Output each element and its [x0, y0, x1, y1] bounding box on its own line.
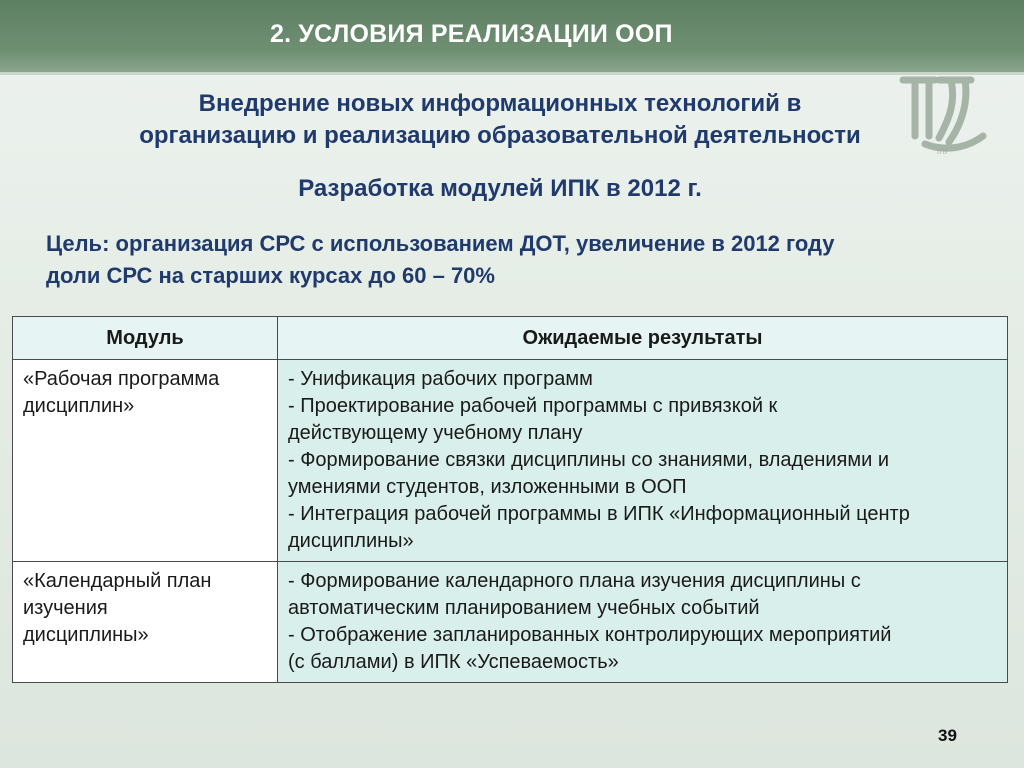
column-header-results: Ожидаемые результаты — [278, 317, 1008, 360]
result-line: - Интеграция рабочей программы в ИПК «Информационный центр — [288, 503, 910, 525]
result-line: - Унификация рабочих программ — [288, 368, 593, 390]
module-cell — [13, 360, 278, 562]
module-line: «Календарный план — [23, 570, 212, 592]
result-line: - Формирование календарного плана изучения дисциплины с — [288, 570, 861, 592]
table-header-row — [13, 317, 1008, 360]
goal-text — [46, 228, 1006, 292]
header-band — [0, 0, 1024, 75]
result-line: - Проектирование рабочей программы с привязкой к — [288, 395, 778, 417]
section-heading: Разработка модулей ИПК в 2012 г. — [298, 175, 702, 202]
result-line: (с баллами) в ИПК «Успеваемость» — [288, 651, 619, 673]
results-cell — [278, 360, 1008, 562]
column-header-module: Модуль — [13, 317, 278, 360]
result-line: - Формирование связки дисциплины со знаниями, владениями и — [288, 449, 890, 471]
slide-title: 2. УСЛОВИЯ РЕАЛИЗАЦИИ ООП — [270, 20, 673, 48]
goal-line: доли СРС на старших курсах до 60 – 70% — [46, 263, 495, 288]
module-line: изучения — [23, 597, 108, 619]
module-line: дисциплин» — [23, 395, 135, 417]
result-line: умениями студентов, изложенными в ООП — [288, 476, 687, 498]
result-line: - Отображение запланированных контролирующих мероприятий — [288, 624, 892, 646]
subtitle-line: организацию и реализацию образовательной деятельности — [139, 122, 861, 149]
modules-table — [12, 316, 1008, 683]
table-row — [13, 360, 1008, 562]
table-row — [13, 562, 1008, 683]
svg-text:ТПУ: ТПУ — [936, 150, 948, 156]
result-line: дисциплины» — [288, 530, 414, 552]
module-line: «Рабочая программа — [23, 368, 220, 390]
result-line: автоматическим планированием учебных событий — [288, 597, 760, 619]
goal-line: Цель: организация СРС с использованием ДОТ, увеличение в 2012 году — [46, 231, 835, 256]
results-cell — [278, 562, 1008, 683]
subtitle — [40, 88, 960, 152]
page-number: 39 — [938, 726, 957, 745]
result-line: действующему учебному плану — [288, 422, 583, 444]
module-cell — [13, 562, 278, 683]
subtitle-line: Внедрение новых информационных технологий в — [198, 90, 802, 117]
module-line: дисциплины» — [23, 624, 149, 646]
